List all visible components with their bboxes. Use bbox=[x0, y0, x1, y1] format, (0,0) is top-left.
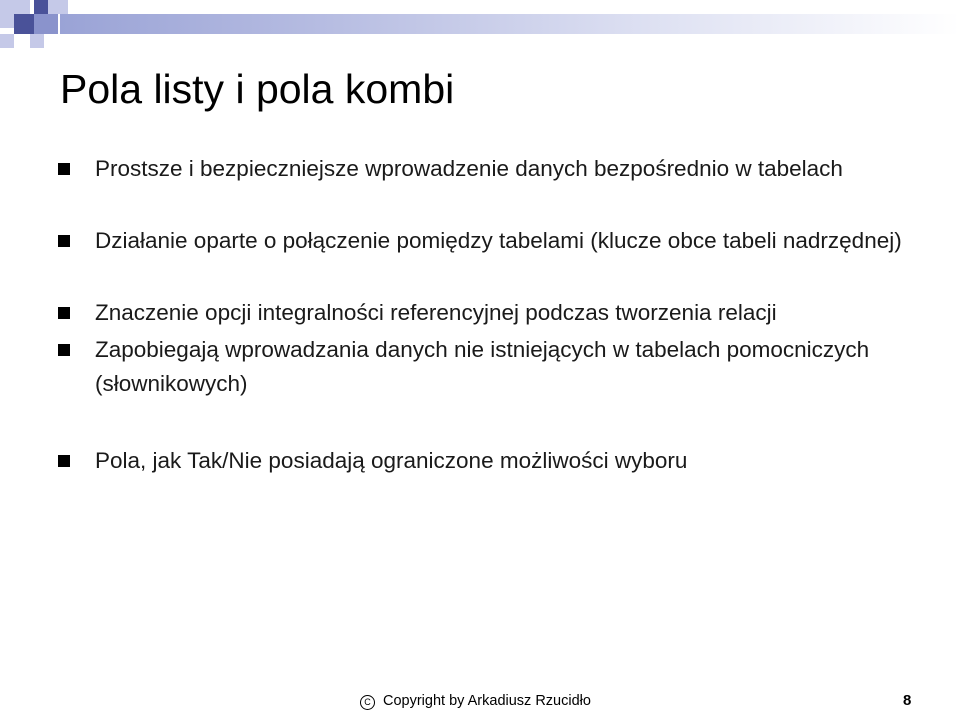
copyright-text: Copyright by Arkadiusz Rzucidło bbox=[383, 693, 591, 709]
bullet-text: Zapobiegają wprowadzania danych nie istniejących w tabelach pomocniczych (słownikowych) bbox=[95, 337, 870, 396]
square-bullet-icon bbox=[58, 344, 70, 356]
header-gradient-bar bbox=[60, 14, 960, 34]
header-square bbox=[0, 34, 14, 48]
copyright-icon: C bbox=[360, 695, 375, 710]
square-bullet-icon bbox=[58, 307, 70, 319]
slide-title: Pola listy i pola kombi bbox=[60, 66, 455, 112]
bullet-text: Pola, jak Tak/Nie posiadają ograniczone możliwości wyboru bbox=[95, 448, 688, 473]
square-bullet-icon bbox=[58, 163, 70, 175]
bullet-text: Znaczenie opcji integralności referencyjnej podczas tworzenia relacji bbox=[95, 300, 777, 325]
header-square bbox=[34, 0, 48, 14]
square-bullet-icon bbox=[58, 235, 70, 247]
header-square bbox=[34, 14, 58, 34]
header-square bbox=[48, 0, 68, 14]
bullet-text: Działanie oparte o połączenie pomiędzy tabelami (klucze obce tabeli nadrzędnej) bbox=[95, 228, 902, 253]
header-decoration bbox=[0, 0, 960, 60]
header-square bbox=[14, 14, 34, 34]
page-number: 8 bbox=[903, 692, 912, 709]
header-square bbox=[30, 34, 44, 48]
square-bullet-icon bbox=[58, 455, 70, 467]
bullet-text: Prostsze i bezpieczniejsze wprowadzenie danych bezpośrednio w tabelach bbox=[95, 156, 843, 181]
footer-copyright bbox=[360, 693, 591, 710]
